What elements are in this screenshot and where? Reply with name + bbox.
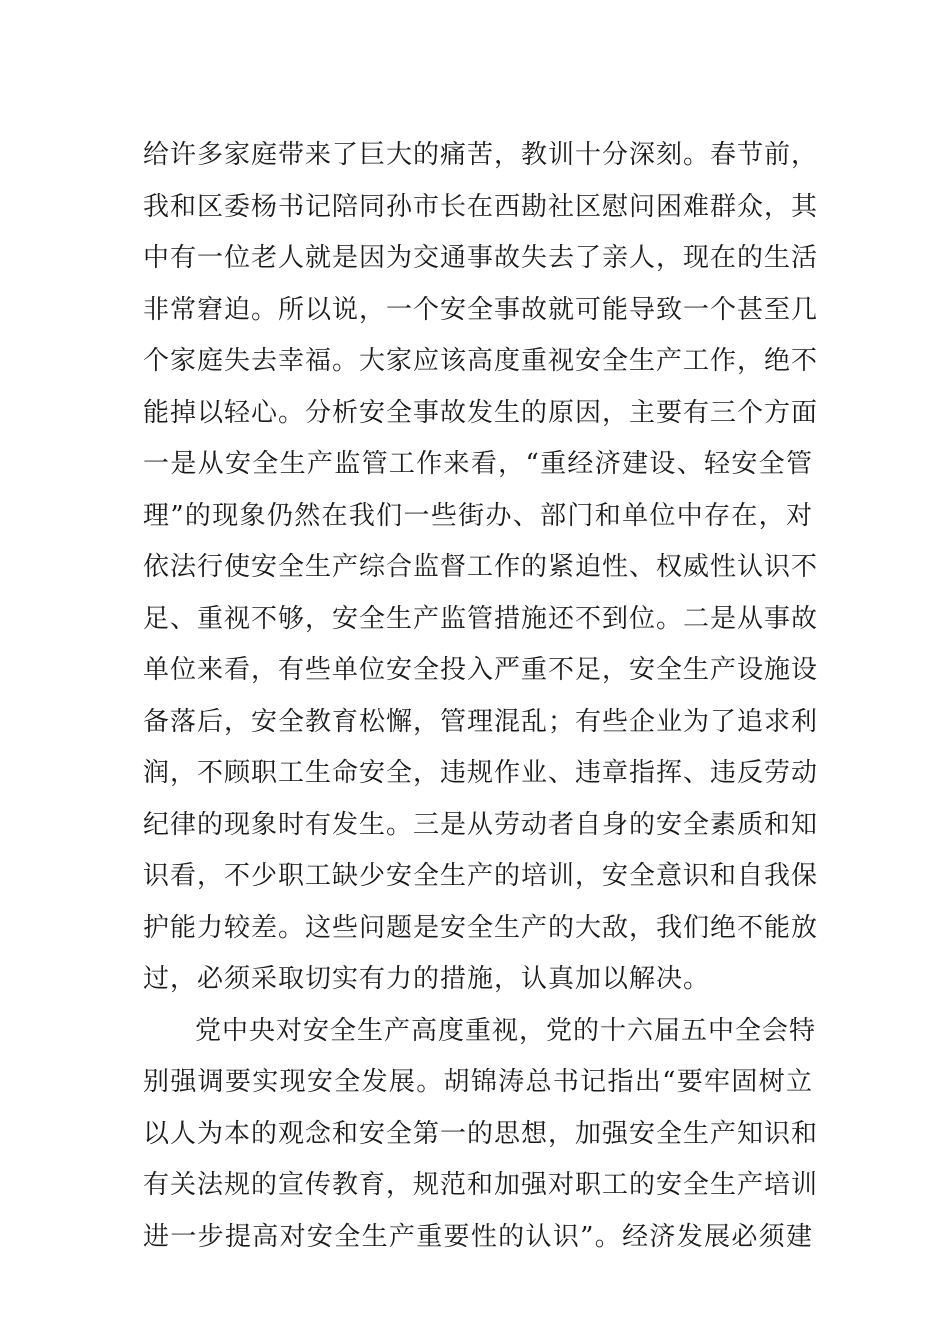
text-line: 润，不顾职工生命安全，违规作业、违章指挥、违反劳动 xyxy=(143,758,819,788)
text-line: 识看，不少职工缺少安全生产的培训，安全意识和自我保 xyxy=(143,861,819,891)
text-line: 纪律的现象时有发生。三是从劳动者自身的安全素质和知 xyxy=(143,809,819,840)
text-line: 依法行使安全生产综合监督工作的紧迫性、权威性认识不 xyxy=(143,552,819,582)
text-line: 有关法规的宣传教育，规范和加强对职工的安全生产培训 xyxy=(143,1170,819,1200)
text-line: 能掉以轻心。分析安全事故发生的原因，主要有三个方面 xyxy=(143,397,819,428)
text-line: 别强调要实现安全发展。胡锦涛总书记指出“要牢固树立 xyxy=(143,1067,813,1097)
text-line: 个家庭失去幸福。大家应该高度重视安全生产工作，绝不 xyxy=(143,346,819,376)
text-line: 进一步提高对安全生产重要性的认识”。经济发展必须建 xyxy=(143,1221,813,1252)
text-line: 备落后，安全教育松懈，管理混乱；有些企业为了追求利 xyxy=(143,706,819,737)
body-text xyxy=(143,130,819,1263)
text-line: 非常窘迫。所以说，一个安全事故就可能导致一个甚至几 xyxy=(143,294,819,325)
paragraph-start-line: 党中央对安全生产高度重视，党的十六届五中全会特 xyxy=(195,1015,817,1046)
text-line: 单位来看，有些单位安全投入严重不足，安全生产设施设 xyxy=(143,655,819,685)
text-line: 我和区委杨书记陪同孙市长在西勘社区慰问困难群众，其 xyxy=(143,191,819,222)
text-line: 理”的现象仍然在我们一些街办、部门和单位中存在，对 xyxy=(143,500,813,531)
text-line: 中有一位老人就是因为交通事故失去了亲人，现在的生活 xyxy=(143,243,819,273)
text-line: 以人为本的观念和安全第一的思想，加强安全生产知识和 xyxy=(143,1118,819,1149)
paragraph-end-line: 过，必须采取切实有力的措施，认真加以解决。 xyxy=(143,964,711,994)
text-line: 护能力较差。这些问题是安全生产的大敌，我们绝不能放 xyxy=(143,912,819,943)
text-line: 足、重视不够，安全生产监管措施还不到位。二是从事故 xyxy=(143,603,819,634)
text-line: 给许多家庭带来了巨大的痛苦，教训十分深刻。春节前， xyxy=(143,140,819,170)
text-line: 一是从安全生产监管工作来看，“重经济建设、轻安全管 xyxy=(143,449,813,479)
